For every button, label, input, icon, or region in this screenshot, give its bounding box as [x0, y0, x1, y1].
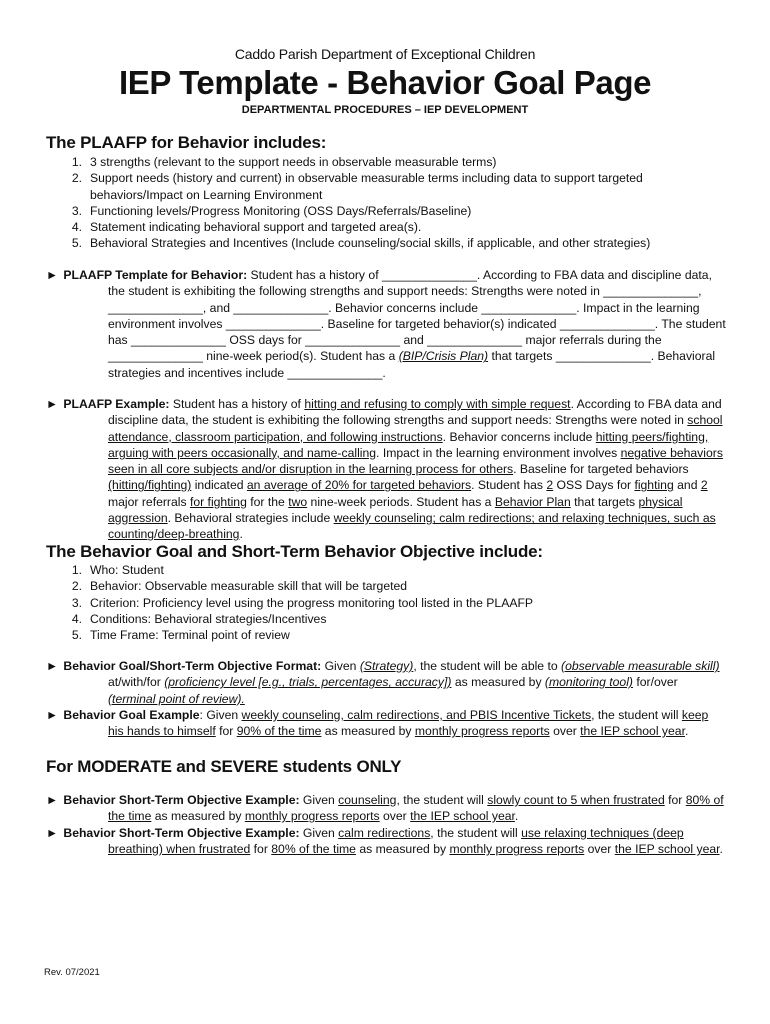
list-item: 3. Criterion: Proficiency level using the progress monitoring tool listed in the PLAAFP: [71, 595, 534, 610]
organization-name: Caddo Parish Department of Exceptional Children: [234, 46, 536, 62]
bullet-arrow-icon: ►: [46, 397, 59, 411]
goal-example-label: Behavior Goal Example: [63, 708, 200, 722]
plaafp-example-paragraph: ► PLAAFP Example: Student has a history of hitting and refusing to comply with simple request. According to FBA data and discipline data, the student is exhibiting the following strengths and support needs: Strengths were noted in school attendance, classroom participation, and following instructions. Behavior concerns include hitting peers/fighting, arguing with peers occasionally, and name-calling. Impact in the learning environment involves negative behaviors seen in all core subjects and/or disruption in the learning process for others. Baseline for targeted behaviors (hitting/fighting) indicated an average of 20% for targeted behaviors. Student has 2 OSS Days for fighting and 2 major referrals for fighting for the two nine-week periods. Student has a Behavior Plan that targets physical aggression. Behavioral strategies include weekly counseling; calm redirections; and relaxing techniques, such as counting/deep-breathing.: [46, 397, 723, 542]
goal-example-paragraph: ► Behavior Goal Example: Given weekly counseling, calm redirections, and PBIS Incentive Tickets, the student will keep his hands to himself for 90% of the time as measured by monthly progress reports over the IEP school year.: [46, 708, 709, 739]
list-item: 2. Support needs (history and current) in observable measurable terms including data to support targeted behaviors/Impact on Learning Environment: [71, 171, 643, 202]
list-item: 5. Time Frame: Terminal point of review: [71, 628, 290, 643]
short-term-example-1: ► Behavior Short-Term Objective Example: Given counseling, the student will slowly count to 5 when frustrated for 80% of the time as measured by monthly progress reports over the IEP school year.: [46, 793, 724, 824]
plaafp-template-label: PLAAFP Template for Behavior:: [63, 268, 248, 282]
revision-date: Rev. 07/2021: [44, 967, 100, 978]
bullet-arrow-icon: ►: [46, 268, 59, 282]
list-item: 1. Who: Student: [71, 563, 164, 577]
plaafp-example-label: PLAAFP Example:: [63, 397, 170, 411]
short-term-example-label: Behavior Short-Term Objective Example:: [63, 793, 300, 807]
plaafp-template-paragraph: ► PLAAFP Template for Behavior: Student has a history of ______________. According to FBA data and discipline data, the student is exhibiting the following strengths and support needs: Strengths were noted in ______________, ______________, and ______________. Behavior concerns include ______________. Impact in the learning environment involves ______________. Baseline for targeted behavior(s) indicated ______________. The student has ______________ OSS days for ______________ and ______________ major referrals during the ______________ nine-week period(s). Student has a (BIP/Crisis Plan) that targets ______________. Behavioral strategies and incentives include ______________.: [46, 268, 726, 380]
goal-format-label: Behavior Goal/Short-Term Objective Format:: [63, 659, 322, 673]
bullet-arrow-icon: ►: [46, 826, 59, 840]
goal-heading: The Behavior Goal and Short-Term Behavior Objective include:: [46, 542, 543, 561]
list-item: 4. Conditions: Behavioral strategies/Incentives: [71, 611, 327, 626]
list-item: 1. 3 strengths (relevant to the support needs in observable measurable terms): [71, 155, 497, 169]
list-item: 3. Functioning levels/Progress Monitoring (OSS Days/Referrals/Baseline): [71, 203, 472, 218]
goal-list: [46, 562, 726, 643]
short-term-example-2: ► Behavior Short-Term Objective Example: Given calm redirections, the student will use relaxing techniques (deep breathing) when frustrated for 80% of the time as measured by monthly progress reports over the IEP school year.: [46, 826, 723, 857]
page-subtitle: DEPARTMENTAL PROCEDURES – IEP DEVELOPMENT: [241, 104, 529, 116]
bullet-arrow-icon: ►: [46, 793, 59, 807]
bullet-arrow-icon: ►: [46, 659, 59, 673]
list-item: 2. Behavior: Observable measurable skill that will be targeted: [71, 579, 408, 594]
short-term-example-label: Behavior Short-Term Objective Example:: [63, 826, 300, 840]
moderate-severe-heading: For MODERATE and SEVERE students ONLY: [46, 757, 402, 776]
list-item: 4. Statement indicating behavioral support and targeted area(s).: [71, 220, 422, 235]
plaafp-heading: The PLAAFP for Behavior includes:: [46, 133, 327, 152]
bullet-arrow-icon: ►: [46, 708, 59, 722]
plaafp-list: [46, 154, 726, 252]
goal-format-paragraph: ► Behavior Goal/Short-Term Objective Format: Given (Strategy), the student will be able to (observable measurable skill) at/with/for (proficiency level [e.g., trials, percentages, accuracy]) as measured by (monitoring tool) for/over (terminal point of review).: [46, 659, 720, 706]
list-item: 5. Behavioral Strategies and Incentives (Include counseling/social skills, if applicable, and other strategies): [71, 236, 651, 251]
page-title: IEP Template - Behavior Goal Page: [118, 64, 652, 101]
